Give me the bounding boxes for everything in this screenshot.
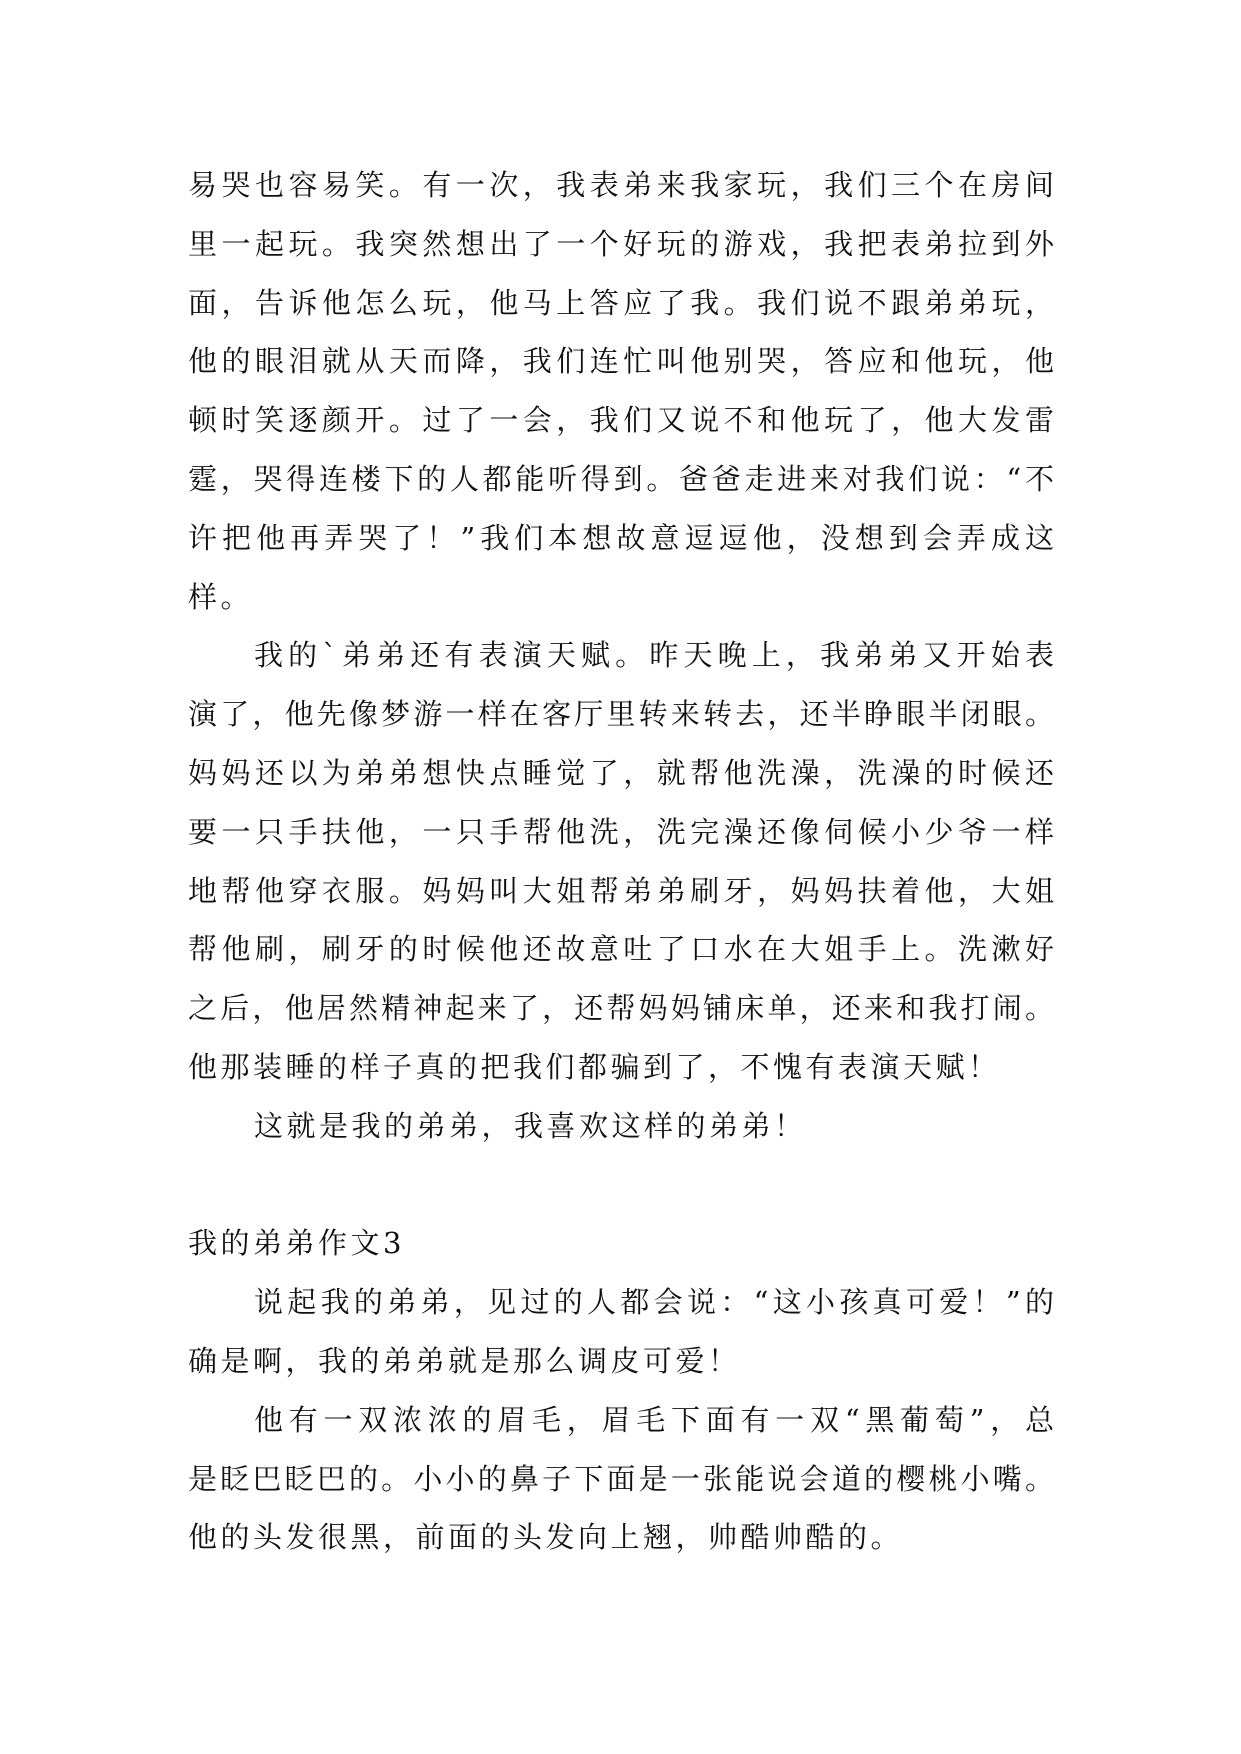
text-line: 霆，哭得连楼下的人都能听得到。爸爸走进来对我们说：“不 [188,461,1054,496]
text-line: 说起我的弟弟，见过的人都会说：“这小孩真可爱！”的 [254,1285,1054,1320]
text-line: 许把他再弄哭了！”我们本想故意逗逗他，没想到会弄成这 [188,520,1054,555]
text-line: 他有一双浓浓的眉毛，眉毛下面有一双“黑葡萄”，总 [254,1402,1054,1437]
text-line: 面，告诉他怎么玩，他马上答应了我。我们说不跟弟弟玩， [188,285,1054,320]
text-line: 确是啊，我的弟弟就是那么调皮可爱！ [188,1343,741,1378]
text-line: 帮他刷，刷牙的时候他还故意吐了口水在大姐手上。洗漱好 [188,932,1054,967]
text-line: 他那装睡的样子真的把我们都骗到了，不愧有表演天赋！ [188,1049,1001,1084]
document-body [188,156,1054,1567]
text-line: 我的`弟弟还有表演天赋。昨天晚上，我弟弟又开始表 [254,638,1054,673]
text-line: 要一只手扶他，一只手帮他洗，洗完澡还像伺候小少爷一样 [188,814,1054,849]
text-line: 他的头发很黑，前面的头发向上翘，帅酷帅酷的。 [188,1520,904,1555]
text-line: 之后，他居然精神起来了，还帮妈妈铺床单，还来和我打闹。 [188,991,1054,1026]
paragraph [188,1273,1054,1391]
text-line: 地帮他穿衣服。妈妈叫大姐帮弟弟刷牙，妈妈扶着他，大姐 [188,873,1054,908]
text-line: 样。 [188,579,254,614]
paragraph [188,626,1054,1096]
section-title: 我的弟弟作文3 [188,1226,405,1261]
text-line: 里一起玩。我突然想出了一个好玩的游戏，我把表弟拉到外 [188,226,1054,261]
text-line: 妈妈还以为弟弟想快点睡觉了，就帮他洗澡，洗澡的时候还 [188,755,1054,790]
text-line: 易哭也容易笑。有一次，我表弟来我家玩，我们三个在房间 [188,168,1054,202]
paragraph [188,156,1054,626]
text-line: 是眨巴眨巴的。小小的鼻子下面是一张能说会道的樱桃小嘴。 [188,1461,1054,1496]
text-line: 顿时笑逐颜开。过了一会，我们又说不和他玩了，他大发雷 [188,403,1054,438]
text-line: 这就是我的弟弟，我喜欢这样的弟弟！ [254,1108,807,1143]
text-line: 他的眼泪就从天而降，我们连忙叫他别哭，答应和他玩，他 [188,344,1054,379]
blank-line [188,1156,1054,1215]
text-line: 演了，他先像梦游一样在客厅里转来转去，还半睁眼半闭眼。 [188,697,1054,732]
paragraph [188,1391,1054,1567]
paragraph [188,1097,1054,1156]
